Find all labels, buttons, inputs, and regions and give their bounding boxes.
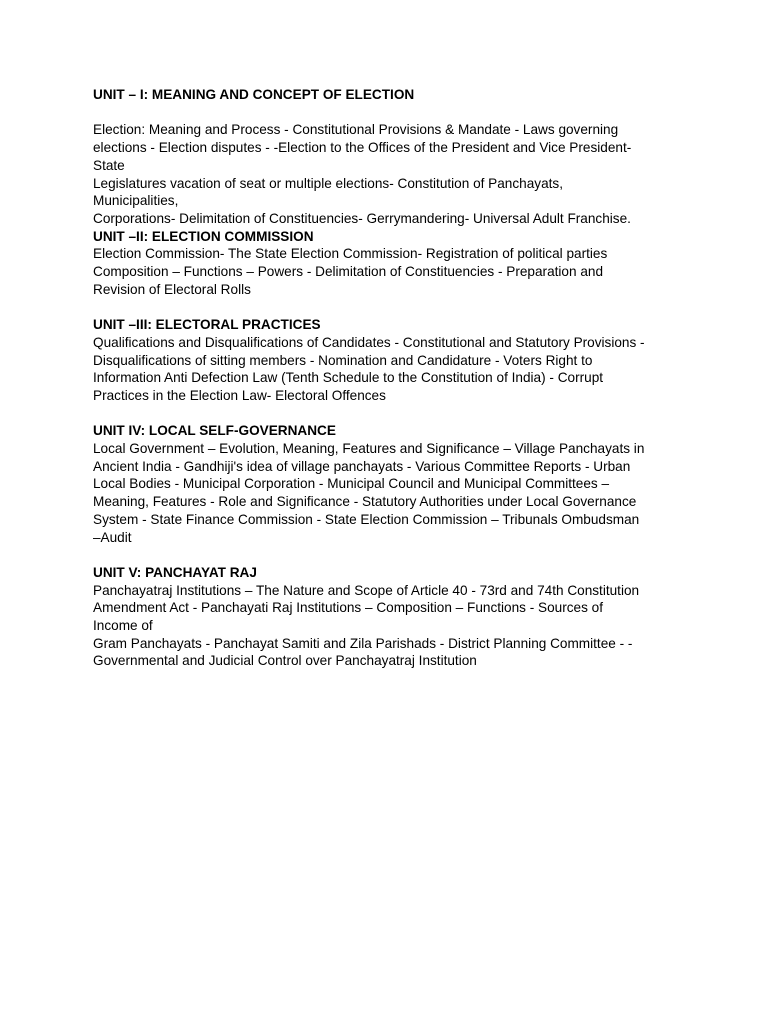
unit-4-line: Local Bodies - Municipal Corporation - Municipal Council and Municipal Committees – bbox=[93, 476, 610, 492]
unit-1-line: Municipalities, bbox=[93, 193, 179, 209]
unit-1-line: Legislatures vacation of seat or multiple elections- Constitution of Panchayats, bbox=[93, 175, 563, 191]
unit-4-line: –Audit bbox=[93, 529, 132, 545]
unit-1-line: Corporations- Delimitation of Constituencies- Gerrymandering- Universal Adult Franchise. bbox=[93, 210, 631, 226]
syllabus-document bbox=[93, 86, 683, 670]
unit-2-heading: UNIT –II: ELECTION COMMISSION bbox=[93, 228, 314, 244]
unit-2-section bbox=[93, 228, 683, 299]
unit-2-line: Election Commission- The State Election Commission- Registration of political parties bbox=[93, 246, 608, 262]
unit-3-heading: UNIT –III: ELECTORAL PRACTICES bbox=[93, 317, 321, 333]
unit-5-line: Income of bbox=[93, 618, 153, 634]
unit-1-line: Election: Meaning and Process - Constitutional Provisions & Mandate - Laws governing bbox=[93, 122, 619, 138]
unit-1-line: State bbox=[93, 157, 125, 173]
unit-5-section bbox=[93, 564, 683, 670]
unit-4-line: System - State Finance Commission - State Election Commission – Tribunals Ombudsman bbox=[93, 511, 640, 527]
unit-5-line: Panchayatraj Institutions – The Nature and Scope of Article 40 - 73rd and 74th Constitution bbox=[93, 582, 640, 598]
unit-4-line: Local Government – Evolution, Meaning, Features and Significance – Village Panchayats in bbox=[93, 441, 645, 457]
unit-3-line: Disqualifications of sitting members - Nomination and Candidature - Voters Right to bbox=[93, 352, 593, 368]
unit-4-line: Meaning, Features - Role and Significance - Statutory Authorities under Local Governance bbox=[93, 494, 637, 510]
unit-2-line: Composition – Functions – Powers - Delimitation of Constituencies - Preparation and bbox=[93, 264, 604, 280]
unit-4-heading: UNIT IV: LOCAL SELF-GOVERNANCE bbox=[93, 423, 336, 439]
unit-5-line: Gram Panchayats - Panchayat Samiti and Zila Parishads - District Planning Committee - - bbox=[93, 635, 633, 651]
unit-5-line: Amendment Act - Panchayati Raj Institutions – Composition – Functions - Sources of bbox=[93, 600, 604, 616]
unit-5-heading: UNIT V: PANCHAYAT RAJ bbox=[93, 564, 257, 580]
unit-5-line: Governmental and Judicial Control over Panchayatraj Institution bbox=[93, 653, 477, 669]
unit-1-heading: UNIT – I: MEANING AND CONCEPT OF ELECTION bbox=[93, 87, 415, 102]
unit-4-line: Ancient India - Gandhiji's idea of village panchayats - Various Committee Reports - Urban bbox=[93, 458, 631, 474]
unit-4-section bbox=[93, 422, 683, 546]
unit-3-section bbox=[93, 316, 683, 405]
unit-2-line: Revision of Electoral Rolls bbox=[93, 281, 251, 297]
unit-1-line: elections - Election disputes - -Election to the Offices of the President and Vice President- bbox=[93, 140, 632, 156]
unit-3-line: Information Anti Defection Law (Tenth Schedule to the Constitution of India) - Corrupt bbox=[93, 370, 604, 386]
unit-3-line: Qualifications and Disqualifications of Candidates - Constitutional and Statutory Provisions - bbox=[93, 334, 645, 350]
unit-1-section bbox=[93, 86, 683, 228]
unit-3-line: Practices in the Election Law- Electoral Offences bbox=[93, 387, 386, 403]
